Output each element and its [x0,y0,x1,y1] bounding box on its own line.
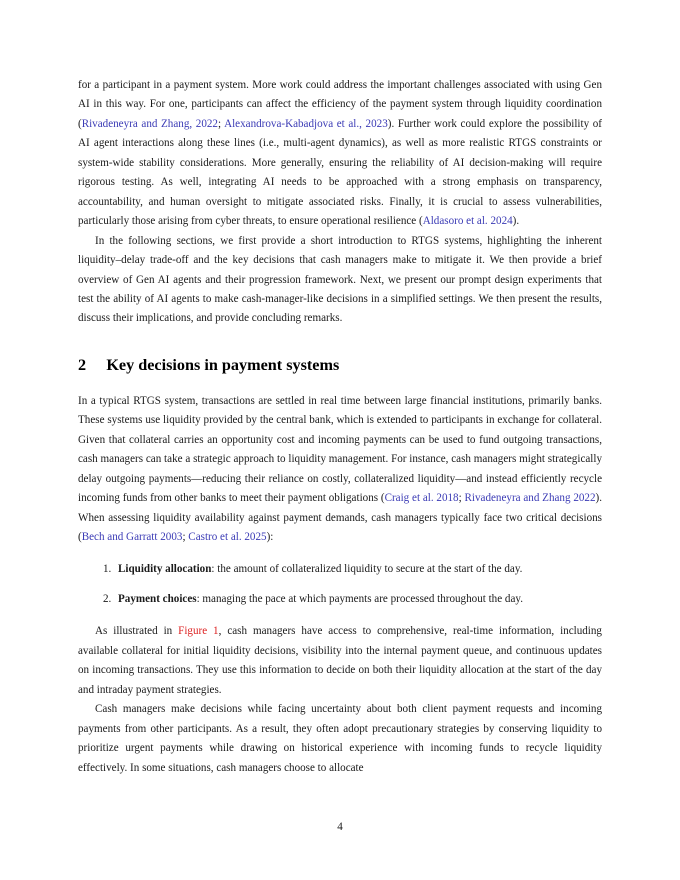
citation-link-rivadeneyra-zhang-2022[interactable]: Rivadeneyra and Zhang, 2022 [81,117,218,130]
paragraph-continuation [78,76,602,232]
paragraph-text-segment: ). When assessing liquidity availability against payment demands, cash managers typically face two critical decisions ( [78,492,602,544]
citation-separator: ; [458,492,465,505]
list-item-term: Liquidity allocation [118,562,212,575]
citation-separator: ; [182,531,189,544]
section-title: Key decisions in payment systems [106,355,340,374]
figure-reference-link[interactable]: Figure 1 [178,625,219,638]
list-item-description: : the amount of collateralized liquidity to secure at the start of the day. [211,562,523,575]
list-item-number: 1. [103,562,112,575]
citation-link-castro-2025[interactable]: Castro et al. 2025 [188,531,267,544]
paragraph-text-segment: ). [512,215,520,228]
list-item-term: Payment choices [118,592,197,605]
paragraph-rtgs-overview [78,392,602,548]
paragraph-text-segment: In a typical RTGS system, transactions are settled in real time between large financial institutions, primarily banks. These systems use liquidity provided by the central bank, which is extended to participants in exchange for collateral. Given that collateral carries an opportunity cost and incoming payments can be used to fund outgoing transactions, cash managers can take a strategic approach to liquidity management. For instance, cash managers might strategically delay outgoing payments—reducing their reliance on costly, collateralized liquidity—and instead efficiently recycle incoming funds from other banks to meet their payment obligations ( [78,394,602,505]
citation-link-bech-garratt-2003[interactable]: Bech and Garratt 2003 [81,531,183,544]
page-content-column [78,76,602,778]
list-item-spacer [78,579,602,590]
paragraph-text-segment: , cash managers have access to comprehensive, real-time information, including available collateral for initial liquidity decisions, visibility into the internal payment queue, and continuous updates on incoming transactions. They use this information to decide on both their liquidity allocation at the start of the day and intraday payment strategies. [78,625,602,696]
paragraph-uncertainty: Cash managers make decisions while facing uncertainty about both client payment requests and incoming payments from other participants. As a result, they often adopt precautionary strategies by conserving liquidity to prioritize urgent payments while drawing on historical experience with incoming funds to recycle liquidity effectively. In some situations, cash managers choose to allocate [78,703,602,774]
section-number: 2 [78,355,87,374]
section-heading [78,355,602,375]
list-item-description: : managing the pace at which payments are processed throughout the day. [196,592,523,605]
citation-link-alexandrova-kabadjova-2023[interactable]: Alexandrova-Kabadjova et al., 2023 [224,117,388,130]
paragraph-text-segment: for a participant in a payment system. More work could address the important challenges associated with using Gen AI in this way. For one, participants can affect the efficiency of the payment system through liquidity coordination ( [78,79,602,130]
paragraph-text-segment: ): [266,531,274,544]
paragraph-text-segment: As illustrated in [95,625,179,638]
paragraph-roadmap: In the following sections, we first provide a short introduction to RTGS systems, highlighting the inherent liquidity–delay trade-off and the key decisions that cash managers make to mitigate it. We then provide a brief overview of Gen AI agents and their progression framework. Next, we present our prompt design experiments that test the ability of AI agents to make cash-manager-like decisions in a simplified settings. We then present the results, discuss their implications, and provide concluding remarks. [78,234,602,325]
decision-list [78,560,602,610]
section-spacer-top [78,329,602,355]
page-number: 4 [337,821,343,833]
list-spacer-top [78,548,602,560]
list-item [78,590,602,609]
paragraph-text-segment: ). Further work could explore the possibility of AI agent interactions along these lines (i.e., multi-agent dynamics), as well as more realistic RTGS constraints or system-wide stability considerations. More generally, ensuring the reliability of AI decision-making will require rigorous testing. As well, integrating AI needs to be approached with a strong emphasis on transparency, accountability, and human oversight to mitigate associated risks. Finally, it is crucial to assess vulnerabilities, particularly those arising from cyber threats, to ensure operational resilience ( [78,117,603,228]
citation-link-aldasoro-2024[interactable]: Aldasoro et al. 2024 [422,215,513,228]
citation-link-craig-2018[interactable]: Craig et al. 2018 [384,492,459,505]
list-spacer-bottom [78,609,602,622]
paragraph-figure-reference [78,622,602,700]
list-item [78,560,602,579]
citation-link-rivadeneyra-zhang-2022b[interactable]: Rivadeneyra and Zhang 2022 [464,492,596,505]
citation-separator: ; [217,117,225,130]
section-spacer-bottom [78,375,602,392]
list-item-number: 2. [103,592,112,605]
